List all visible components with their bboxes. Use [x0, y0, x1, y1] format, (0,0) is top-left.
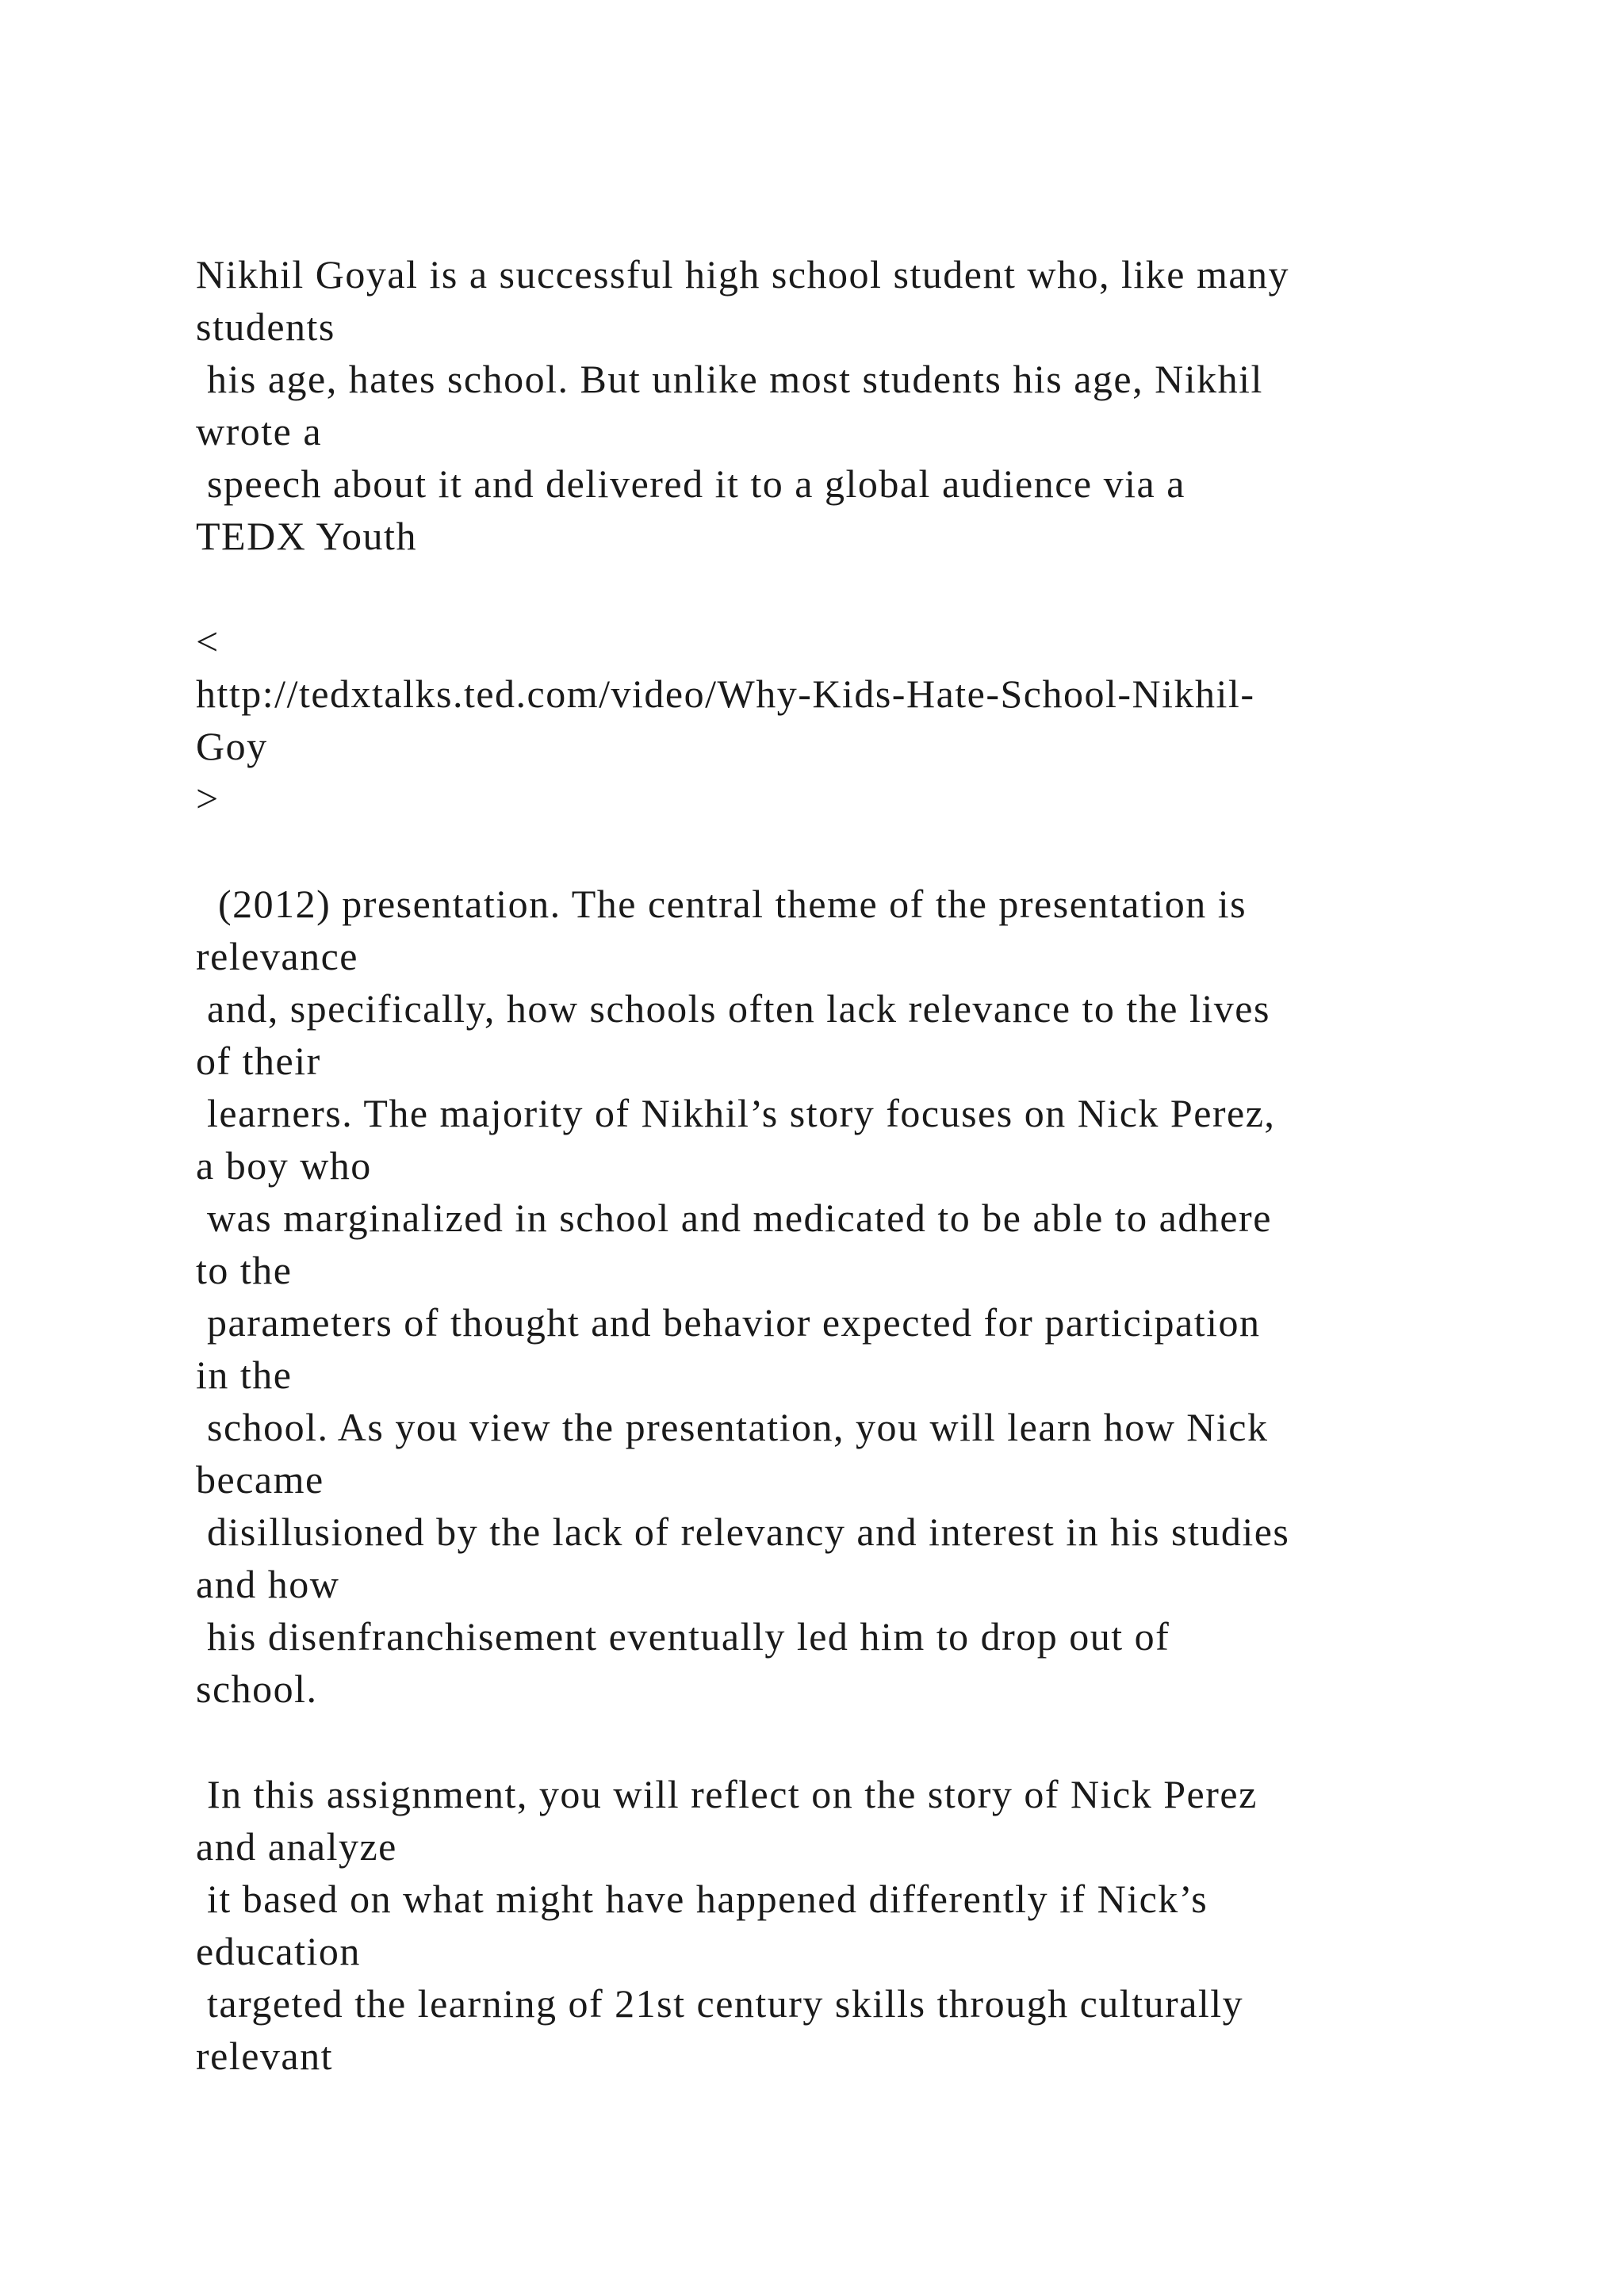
text-line: wrote a	[196, 409, 323, 453]
link-close-bracket: >	[196, 776, 220, 821]
text-line: his disenfranchisement eventually led him to drop out of	[196, 1614, 1170, 1659]
text-line: Nikhil Goyal is a successful high school student who, like many	[196, 252, 1290, 297]
text-line: In this assignment, you will reflect on the story of Nick Perez	[196, 1772, 1258, 1816]
text-line: parameters of thought and behavior expected for participation	[196, 1300, 1261, 1345]
link-open-bracket: <	[196, 619, 220, 664]
text-line: and, specifically, how schools often lack relevance to the lives	[196, 986, 1270, 1031]
text-line: it based on what might have happened differently if Nick’s	[196, 1877, 1208, 1921]
text-line: school.	[196, 1667, 318, 1711]
text-line: learners. The majority of Nikhil’s story focuses on Nick Perez,	[196, 1091, 1276, 1135]
text-line: to the	[196, 1248, 293, 1292]
text-line: students	[196, 304, 335, 349]
text-line: and how	[196, 1562, 340, 1606]
text-line: education	[196, 1929, 361, 1973]
text-line: TEDX Youth	[196, 514, 417, 558]
text-line: in the	[196, 1353, 293, 1397]
text-line: his age, hates school. But unlike most students his age, Nikhil	[196, 357, 1263, 401]
video-link[interactable]: http://tedxtalks.ted.com/video/Why-Kids-Hate-School-Nikhil-	[196, 672, 1255, 716]
text-line: speech about it and delivered it to a global audience via a	[196, 461, 1185, 506]
text-line: was marginalized in school and medicated to be able to adhere	[196, 1196, 1272, 1240]
text-line: targeted the learning of 21st century skills through culturally	[196, 1981, 1244, 2026]
text-line: disillusioned by the lack of relevancy and interest in his studies	[196, 1510, 1290, 1554]
text-line: relevant	[196, 2034, 334, 2078]
text-line: and analyze	[196, 1824, 397, 1869]
text-line: (2012) presentation. The central theme of the presentation is	[196, 882, 1247, 926]
text-line: became	[196, 1457, 324, 1502]
text-line: of their	[196, 1039, 321, 1083]
text-line: relevance	[196, 934, 359, 978]
text-line: school. As you view the presentation, you will learn how Nick	[196, 1405, 1269, 1449]
text-line: a boy who	[196, 1143, 372, 1188]
video-link-continued[interactable]: Goy	[196, 724, 268, 768]
